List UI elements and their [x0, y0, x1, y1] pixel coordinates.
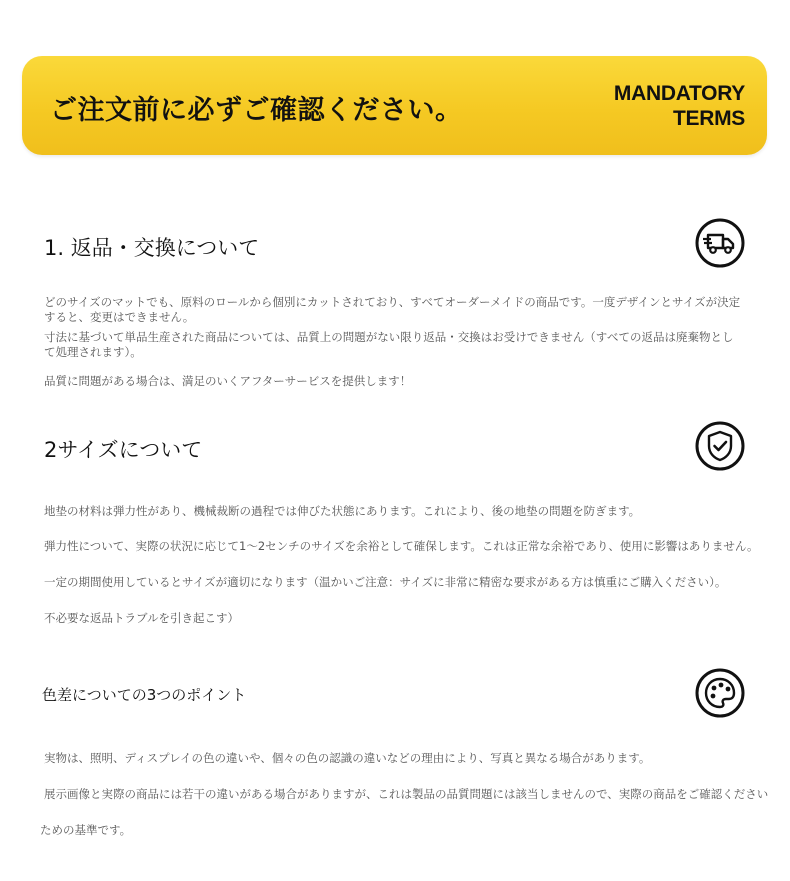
section2-paragraph-2: 弾力性について、実際の状況に応じて1～2センチのサイズを余裕として確保します。これは正常な余裕であり、使用に影響はありません。	[44, 539, 759, 553]
section1-paragraph-1: どのサイズのマットでも、原料のロールから個別にカットされており、すべてオーダーメイドの商品です。一度デザインとサイズが決定すると、変更はできません。	[44, 295, 741, 324]
banner-english-label	[614, 81, 745, 131]
banner-english-line2: TERMS	[672, 107, 745, 130]
section-title-size: 2サイズについて	[44, 438, 203, 462]
section-title-returns: 1. 返品・交換について	[44, 236, 260, 260]
banner-english-line1: MANDATORY	[613, 82, 745, 105]
section3-paragraph-3: ための基準です。	[40, 823, 132, 837]
section2-paragraph-1: 地垫の材料は弾力性があり、機械裁断の過程では伸びた状態にあります。これにより、後の地垫の問題を防ぎます。	[44, 504, 641, 518]
section2-paragraph-4: 不必要な返品トラブルを引き起こす）	[44, 611, 240, 625]
header-banner	[22, 56, 767, 155]
section3-paragraph-1: 実物は、照明、ディスプレイの色の違いや、個々の色の認識の違いなどの理由により、写真と異なる場合があります。	[44, 751, 651, 765]
banner-title: ご注文前に必ずご確認ください。	[50, 95, 463, 126]
section1-paragraph-2: 寸法に基づいて単品生産された商品については、品質上の問題がない限り返品・交換はお受けできません（すべての返品は廃棄物として処理されます）。	[44, 330, 734, 359]
delivery-truck-icon	[695, 218, 745, 268]
section2-paragraph-3: 一定の期間使用しているとサイズが適切になります（温かいご注意：サイズに非常に精密な要求がある方は慎重にご購入ください）。	[44, 575, 727, 589]
color-palette-icon	[695, 668, 745, 718]
section3-paragraph-2: 展示画像と実際の商品には若干の違いがある場合がありますが、これは製品の品質問題には該当しませんので、実際の商品をご確認ください	[44, 787, 769, 801]
shield-check-icon	[695, 421, 745, 471]
section1-paragraph-3: 品質に問題がある場合は、満足のいくアフターサービスを提供します！	[44, 374, 412, 388]
section-title-color: 色差についての3つのポイント	[42, 686, 247, 704]
